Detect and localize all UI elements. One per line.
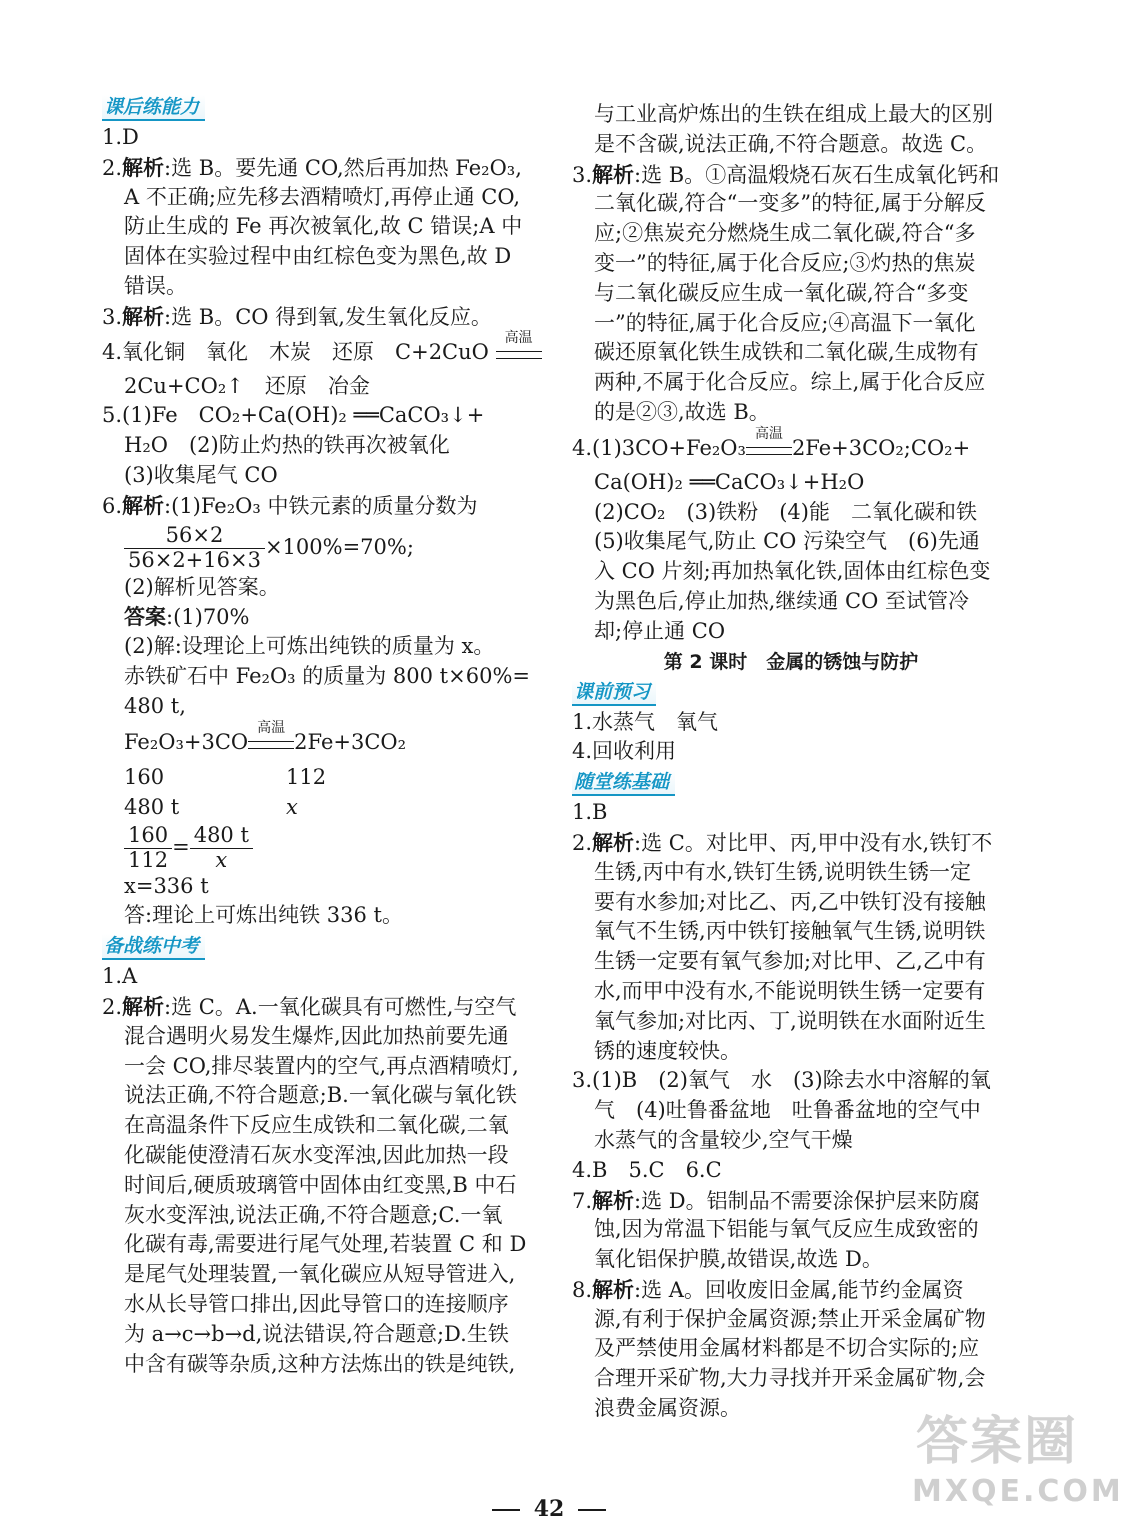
answer-line: 变一”的特征,属于化合反应;③灼热的焦炭 bbox=[594, 250, 976, 275]
answer-line: 2.解析:选 C。A.一氧化碳具有可燃性,与空气 bbox=[102, 993, 517, 1019]
fraction-line: $\frac{56\times 2}{56\times 2+16\times 3}$ ×100%=70%; bbox=[102, 521, 540, 573]
answer-line: 答案:(1)70% bbox=[124, 604, 250, 630]
answer-line: 灰水变浑浊,说法正确,不符合题意;C.一氧 bbox=[124, 1202, 503, 1227]
answer-line: (2)解析见答案。 bbox=[124, 574, 280, 599]
answer-line: 一”的特征,属于化合反应;④高温下一氧化 bbox=[594, 310, 976, 335]
equation-line: 4.(1)3CO+Fe₂O₃ 高温 2Fe+3CO₂;CO₂+ bbox=[572, 425, 971, 460]
section-heading-exam-prep: 备战练中考 bbox=[102, 934, 205, 960]
answer-line: 却;停止通 CO bbox=[594, 618, 726, 643]
answer-line: 3.(1)B (2)氧气 水 (3)除去水中溶解的氧 bbox=[572, 1068, 991, 1093]
page-number: 42 bbox=[0, 1496, 1098, 1522]
watermark-url: MXQE.COM bbox=[912, 1474, 1124, 1509]
answer-line: (2)解:设理论上可炼出纯铁的质量为 x。 bbox=[124, 634, 495, 659]
answer-line: 水蒸气的含量较少,空气干燥 bbox=[594, 1127, 853, 1152]
ratio-row: 160 112 bbox=[124, 764, 327, 789]
answer-line: 6.解析:(1)Fe₂O₃ 中铁元素的质量分数为 bbox=[102, 492, 478, 518]
right-column bbox=[572, 100, 1010, 1424]
answer-line: 8.解析:选 A。回收废旧金属,能节约金属资 bbox=[572, 1276, 964, 1302]
section-heading-preview: 课前预习 bbox=[572, 680, 656, 706]
answer-line: 1.D bbox=[102, 125, 139, 149]
reaction-condition: 高温 bbox=[496, 347, 542, 359]
equation-line: Fe₂O₃+3CO 高温 2Fe+3CO₂ bbox=[124, 719, 407, 754]
answer-line: 3.解析:选 B。CO 得到氧,发生氧化反应。 bbox=[102, 303, 492, 329]
answer-line: 固体在实验过程中由红棕色变为黑色,故 D bbox=[124, 244, 512, 269]
answer-line: 2.解析:选 B。要先通 CO,然后再加热 Fe₂O₃, bbox=[102, 154, 522, 180]
answer-line: (3)收集尾气 CO bbox=[124, 462, 278, 487]
answer-line: 7.解析:选 D。铝制品不需要涂保护层来防腐 bbox=[572, 1187, 980, 1213]
answer-line: 化碳能使澄清石灰水变浑浊,因此加热一段 bbox=[124, 1142, 509, 1167]
answer-line: 4.回收利用 bbox=[572, 739, 677, 764]
answer-line: 氧气参加;对比丙、丁,说明铁在水面附近生 bbox=[594, 1008, 986, 1033]
answer-line: 的是②③,故选 B。 bbox=[594, 399, 770, 424]
answer-line: 水从长导管口排出,因此导管口的连接顺序 bbox=[124, 1291, 509, 1316]
page-number-dash-right bbox=[578, 1509, 606, 1511]
answer-line: 应;②焦炭充分燃烧生成二氧化碳,符合“多 bbox=[594, 221, 976, 246]
lesson-subtitle: 第 2 课时 金属的锈蚀与防护 bbox=[663, 650, 919, 673]
answer-line: 浪费金属资源。 bbox=[594, 1396, 741, 1421]
answer-line: 5.(1)Fe CO₂+Ca(OH)₂ ══CaCO₃↓+ bbox=[102, 403, 485, 428]
answer-line: 2.解析:选 C。对比甲、丙,甲中没有水,铁钉不 bbox=[572, 829, 993, 855]
reaction-condition: 高温 bbox=[746, 443, 792, 455]
answer-line: 与工业高炉炼出的生铁在组成上最大的区别 bbox=[594, 102, 993, 126]
answer-line: 及严禁使用金属材料都是不切合实际的;应 bbox=[594, 1336, 980, 1361]
answer-line: 在高温条件下反应生成铁和二氧化碳,二氧 bbox=[124, 1113, 509, 1138]
answer-line: 是尾气处理装置,一氧化碳应从短导管进入, bbox=[124, 1262, 516, 1287]
answer-line: 与二氧化碳反应生成一氧化碳,符合“多变 bbox=[594, 280, 969, 305]
section-heading-in-class: 随堂练基础 bbox=[572, 770, 675, 796]
watermark-logo bbox=[912, 1410, 1124, 1520]
answer-line: 1.水蒸气 氧气 bbox=[572, 709, 719, 734]
answer-line: 气 (4)吐鲁番盆地 吐鲁番盆地的空气中 bbox=[594, 1098, 981, 1123]
answer-line: 氧气不生锈,丙中铁钉接触氧气生锈,说明铁 bbox=[594, 919, 986, 944]
answer-line: 错误。 bbox=[124, 273, 187, 298]
answer-line: 锈的速度较快。 bbox=[594, 1038, 741, 1063]
answer-line: 防止生成的 Fe 再次被氧化,故 C 错误;A 中 bbox=[124, 214, 523, 239]
answer-line: 1.A bbox=[102, 964, 138, 989]
answer-line: 时间后,硬质玻璃管中固体由红变黑,B 中石 bbox=[124, 1172, 517, 1197]
section-heading-after-class: 课后练能力 bbox=[102, 95, 205, 121]
answer-line: 说法正确,不符合题意;B.一氧化碳与氧化铁 bbox=[124, 1083, 517, 1108]
answer-line: x=336 t bbox=[124, 873, 209, 898]
answer-line: 化碳有毒,需要进行尾气处理,若装置 C 和 D bbox=[124, 1232, 527, 1257]
proportion-line: $\frac{160}{112}$ = $\frac{480 t}{x}$ bbox=[102, 822, 540, 872]
left-column bbox=[102, 92, 540, 1379]
page-number-dash-left bbox=[492, 1509, 520, 1511]
answer-line: 为黑色后,停止加热,继续通 CO 至试管冷 bbox=[594, 588, 969, 613]
answer-line: 氧化铝保护膜,故错误,故选 D。 bbox=[594, 1247, 883, 1272]
answer-line: 3.解析:选 B。①高温煅烧石灰石生成氧化钙和 bbox=[572, 161, 1000, 187]
answer-line: 蚀,因为常温下铝能与氧气反应生成致密的 bbox=[594, 1217, 979, 1242]
answer-line: 4.B 5.C 6.C bbox=[572, 1157, 722, 1182]
answer-line: 一会 CO,排尽装置内的空气,再点酒精喷灯, bbox=[124, 1053, 519, 1078]
answer-line: 入 CO 片刻;再加热氧化铁,固体由红棕色变 bbox=[594, 559, 991, 584]
answer-line: A 不正确;应先移去酒精喷灯,再停止通 CO, bbox=[124, 184, 520, 209]
answer-line: (2)CO₂ (3)铁粉 (4)能 二氧化碳和铁 bbox=[594, 499, 977, 524]
watermark-text: 答案圈 bbox=[915, 1412, 1078, 1472]
answer-line: 2Cu+CO₂↑ 还原 冶金 bbox=[124, 373, 370, 398]
answer-line: 水,而甲中没有水,不能说明铁生锈一定要有 bbox=[594, 978, 986, 1003]
answer-line: 答:理论上可炼出纯铁 336 t。 bbox=[124, 903, 403, 928]
answer-line: (5)收集尾气,防止 CO 污染空气 (6)先通 bbox=[594, 529, 980, 554]
answer-line: 生锈一定要有氧气参加;对比甲、乙,乙中有 bbox=[594, 949, 986, 974]
answer-line: 合理开采矿物,大力寻找并开采金属矿物,会 bbox=[594, 1366, 986, 1391]
answer-line: 是不含碳,说法正确,不符合题意。故选 C。 bbox=[594, 131, 988, 156]
answer-line: H₂O (2)防止灼热的铁再次被氧化 bbox=[124, 433, 450, 458]
answer-line: 碳还原氧化铁生成铁和二氧化碳,生成物有 bbox=[594, 340, 979, 365]
answer-line: 两种,不属于化合反应。综上,属于化合反应 bbox=[594, 370, 986, 395]
answer-line: 源,有利于保护金属资源;禁止开采金属矿物 bbox=[594, 1306, 986, 1331]
answer-line: 480 t, bbox=[124, 693, 186, 718]
mass-fraction: $\frac{56\times 2}{56\times 2+16\times 3}$ bbox=[124, 524, 265, 571]
answer-line: 1.B bbox=[572, 800, 608, 825]
answer-line: 二氧化碳,符合“一变多”的特征,属于分解反 bbox=[594, 191, 986, 216]
answer-line: 要有水参加;对比乙、丙,乙中铁钉没有接触 bbox=[594, 889, 986, 914]
answer-line: 生锈,丙中有水,铁钉生锈,说明铁生锈一定 bbox=[594, 859, 972, 884]
reaction-condition: 高温 bbox=[248, 737, 294, 749]
answer-line: Ca(OH)₂ ══CaCO₃↓+H₂O bbox=[594, 469, 865, 494]
answer-line: 中含有碳等杂质,这种方法炼出的铁是纯铁, bbox=[124, 1351, 516, 1376]
answer-line: 赤铁矿石中 Fe₂O₃ 的质量为 800 t×60%= bbox=[124, 663, 530, 688]
equation-line: 4.氧化铜 氧化 木炭 还原 C+2CuO 高温 bbox=[102, 332, 540, 372]
answer-line: 为 a→c→b→d,说法错误,符合题意;D.生铁 bbox=[124, 1321, 509, 1346]
ratio-row: 480 t x bbox=[124, 794, 298, 819]
answer-line: 混合遇明火易发生爆炸,因此加热前要先通 bbox=[124, 1023, 509, 1048]
